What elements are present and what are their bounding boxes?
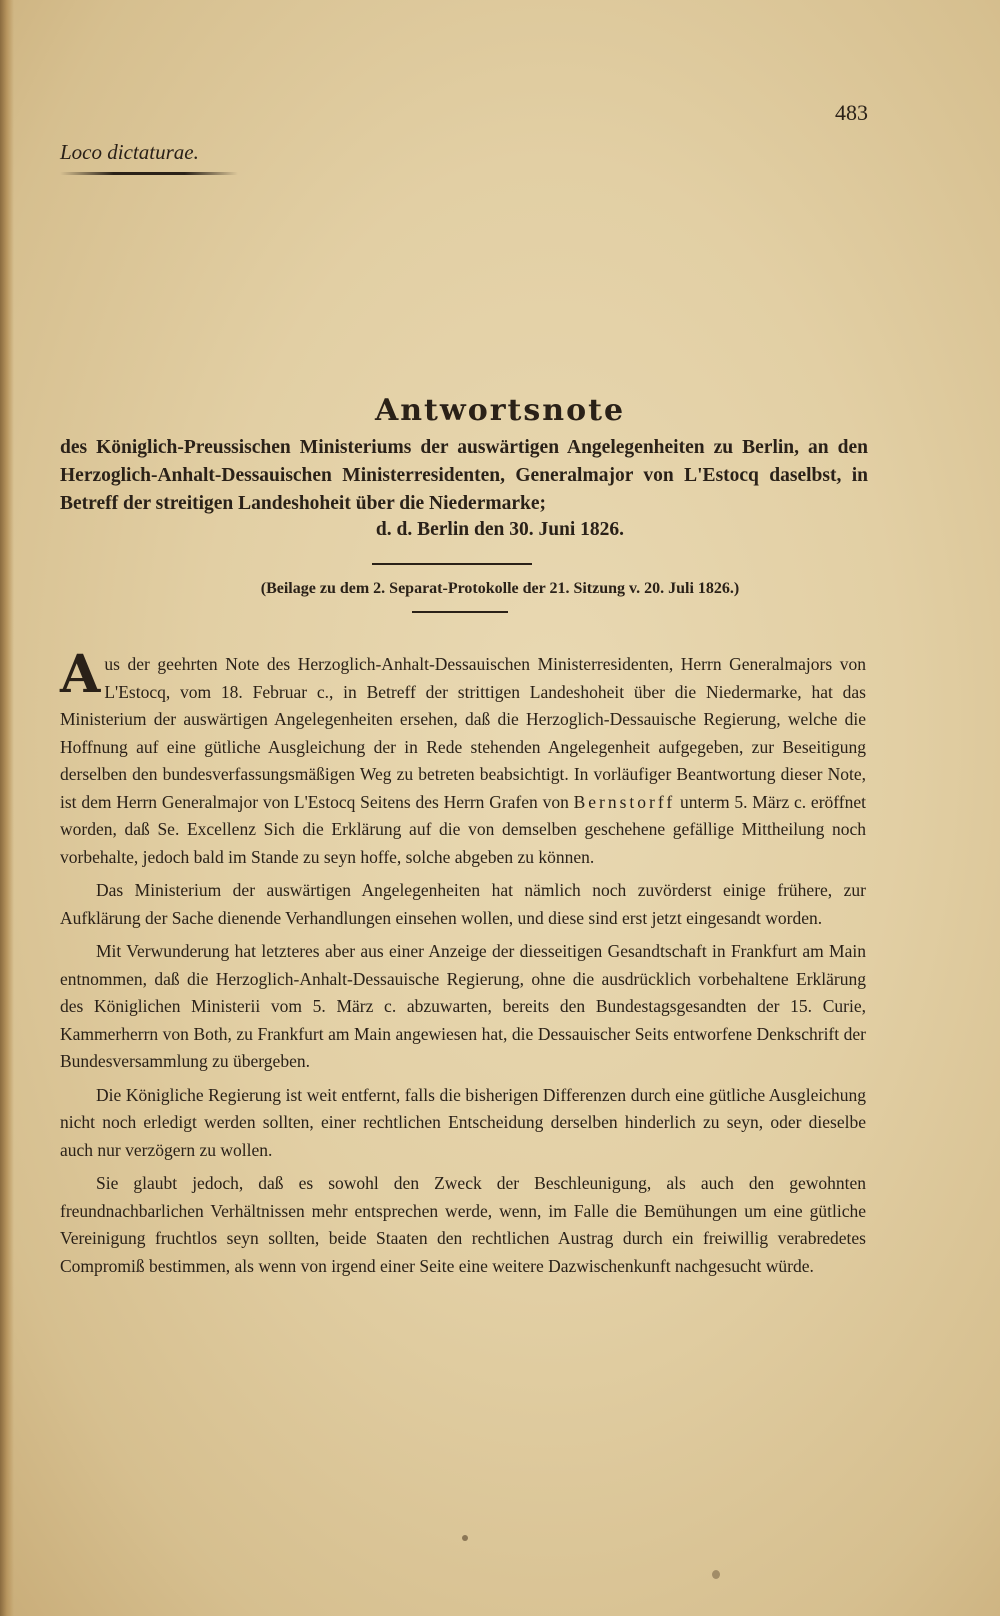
document-title: Antwortsnote [374,393,626,428]
document-subtitle: des Königlich-Preussischen Ministeriums der auswärtigen Angelegenheiten zu Berlin, an den Herzoglich-Anhalt-Dessauischen Ministerresidenten, Generalmajor von L'Estocq daselbst, in Betreff der streitigen Landeshoheit über die Niedermarke; [60,437,868,514]
drop-cap: A [60,644,101,705]
header-note: Loco dictaturae. [60,140,199,164]
ink-speck [462,1535,468,1541]
paragraph-1-name: Bernstorff [573,791,676,812]
ink-speck [712,1570,720,1579]
body-text [60,644,866,1286]
paragraph-1-text-a: us der geehrten Note des Herzoglich-Anhalt-Dessauischen Ministerresidenten, Herrn Generalmajors von L'Estocq, vom 18. Februar c., in Betreff der strittigen Landeshoheit über die Niedermarke, hat das Ministerium der auswärtigen Angelegenheiten ersehen, daß die Herzoglich-Dessauische Regierung, welche die Hoffnung auf eine gütliche Ausgleichung der in Rede stehenden Angelegenheit aufgegeben, zur Beseitigung derselben den bundesverfassungsmäßigen Weg zu betreten beabsichtigt. In vorläufiger Beantwortung dieser Note, ist dem Herrn Generalmajor von L'Estocq Seitens des Herrn Grafen von [60,654,866,812]
paragraph-4: Die Königliche Regierung ist weit entfernt, falls die bisherigen Differenzen durch eine gütliche Ausgleichung nicht noch erledigt werden sollten, einer rechtlichen Entscheidung derselben hinderlich zu seyn, oder dieselbe auch nur verzögern zu wollen. [60,1084,866,1160]
paragraph-3: Mit Verwunderung hat letzteres aber aus einer Anzeige der diesseitigen Gesandtschaft in Frankfurt am Main entnommen, daß die Herzoglich-Anhalt-Dessauische Regierung, ohne die ausdrücklich vorbehaltene Erklärung des Königlichen Ministerii vom 5. März c. abzuwarten, bereits den Bundestagsgesandten der 15. Curie, Kammerherrn von Both, zu Frankfurt am Main angewiesen hat, die Dessauischer Seits entworfene Denkschrift der Bundesversammlung zu übergeben. [60,941,866,1071]
header-rule [60,172,238,175]
paragraph-1-text-b: unterm 5. März c. eröffnet worden, daß Se. Excellenz Sich die Erklärung auf die von demselben geschehene gefällige Mittheilung noch vorbehalte, jedoch bald im Stande zu seyn hoffe, solche abgeben zu können. [60,791,866,867]
separator-rule-bottom [412,611,508,613]
paragraph-1 [60,644,866,871]
separator-rule-top [372,563,532,565]
page-number: 483 [835,100,868,125]
dateline: d. d. Berlin den 30. Juni 1826. [375,519,625,540]
paragraph-2: Das Ministerium der auswärtigen Angelegenheiten hat nämlich noch zuvörderst einige frühere, zur Aufklärung der Sache dienende Verhandlungen einsehen wollen, und diese sind erst jetzt eingesandt worden. [60,880,866,928]
paragraph-5: Sie glaubt jedoch, daß es sowohl den Zweck der Beschleunigung, als auch den gewohnten freundnachbarlichen Verhältnissen mehr entsprechen werde, wenn, im Falle die Bemühungen um eine gütliche Vereinigung fruchtlos seyn sollten, beide Staaten den rechtlichen Austrag durch ein freiwillig verabredetes Compromiß bestimmen, als wenn von irgend einer Seite eine weitere Dazwischenkunft nachgesucht würde. [60,1173,866,1276]
page-edge-shadow [0,0,14,1616]
beilage-note: (Beilage zu dem 2. Separat-Protokolle der 21. Sitzung v. 20. Juli 1826.) [260,580,740,597]
